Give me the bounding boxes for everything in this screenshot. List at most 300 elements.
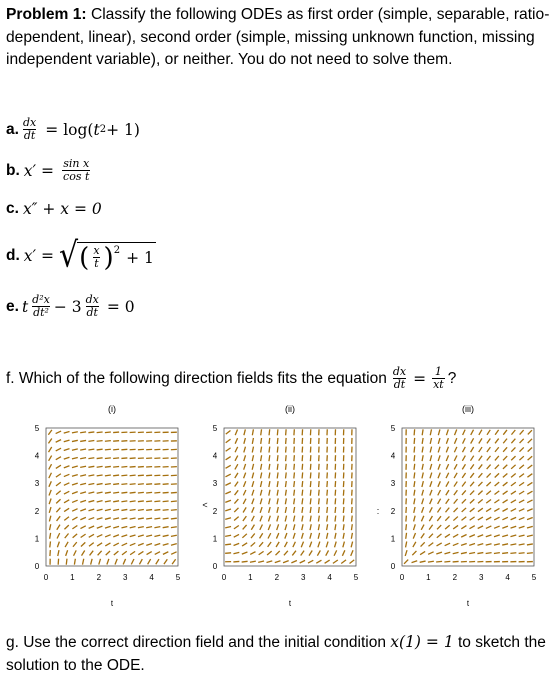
field-segment [146, 492, 152, 493]
field-segment [430, 499, 432, 504]
field-segment [73, 534, 78, 538]
field-segment [520, 430, 524, 434]
field-segment [318, 533, 319, 539]
field-segment [470, 491, 474, 495]
field-segment [414, 429, 415, 435]
field-segment [89, 534, 94, 537]
field-segment [121, 492, 127, 493]
field-segment [462, 499, 466, 503]
field-segment [226, 430, 231, 434]
field-segment [234, 525, 239, 528]
field-segment [470, 499, 474, 503]
field-segment [454, 508, 458, 512]
field-segment [138, 527, 144, 528]
field-segment [105, 509, 111, 510]
field-segment [527, 482, 532, 485]
field-segment [163, 518, 169, 519]
field-segment [285, 507, 286, 513]
field-segment [519, 500, 524, 503]
field-segment [430, 464, 432, 470]
field-segment [276, 533, 278, 539]
field-segment [269, 490, 270, 496]
field-segment [113, 466, 119, 467]
field-segment [106, 551, 110, 555]
field-segment [479, 438, 482, 443]
x-tick-label: 4 [327, 573, 332, 582]
field-segment [300, 560, 305, 563]
field-segment [351, 542, 352, 548]
field-segment [503, 456, 507, 460]
field-segment [414, 507, 415, 513]
field-segment [527, 553, 533, 554]
field-segment [138, 501, 144, 502]
field-segment [494, 508, 499, 511]
field-segment [519, 535, 525, 536]
field-segment [462, 456, 465, 461]
field-segment [252, 447, 253, 453]
field-segment [113, 543, 118, 546]
y-tick-label: 4 [212, 451, 218, 461]
field-segment [430, 473, 432, 479]
field-segment [277, 524, 279, 530]
field-segment [406, 533, 407, 539]
field-segment [461, 552, 467, 553]
field-segment [235, 447, 238, 452]
field-segment [259, 542, 263, 547]
field-segment [171, 544, 177, 546]
field-segment [413, 524, 415, 530]
item-b: b. x′ = $\frac{\text{sin x}}{\text{cos t}}$ [6, 157, 90, 183]
field-segment [138, 484, 144, 485]
field-segment [495, 465, 499, 469]
field-segment [519, 456, 523, 460]
field-segment [139, 559, 142, 564]
item-e: e. t $\frac{\text{d²x}}{\text{dt²}}$ − 3 $\frac{dx}{dt}$ = 0 [6, 293, 135, 319]
field-segment [56, 431, 61, 434]
field-segment [72, 492, 78, 494]
field-segment [487, 456, 491, 461]
item-a: a. $\frac{dx}{dt}$ = log( t 2 + 1) [6, 116, 140, 142]
field-segment [430, 438, 431, 444]
field-segment [277, 464, 278, 470]
field-segment [310, 533, 312, 539]
field-segment [88, 501, 94, 503]
field-segment [461, 517, 466, 521]
field-segment [310, 507, 311, 513]
field-segment [130, 484, 136, 485]
field-segment [405, 550, 407, 556]
field-segment [261, 429, 262, 435]
field-segment [528, 456, 533, 460]
field-segment [252, 455, 253, 461]
field-segment [285, 524, 287, 530]
field-segment [446, 429, 448, 435]
field-segment [243, 516, 246, 521]
y-tick-label: 5 [390, 424, 396, 433]
field-segment [113, 458, 119, 459]
field-segment [438, 438, 440, 444]
field-segment [80, 466, 86, 467]
field-segment [414, 447, 415, 453]
field-segment [72, 475, 78, 477]
field-segment [335, 490, 336, 496]
panel-label: (ii) [285, 404, 295, 414]
field-segment [414, 472, 415, 478]
field-segment [454, 447, 457, 452]
x-tick-label: 2 [96, 573, 102, 582]
field-segment [503, 430, 507, 435]
field-segment [428, 543, 433, 547]
field-segment [64, 525, 68, 529]
field-segment [155, 552, 160, 555]
field-segment [445, 534, 450, 537]
field-segment [302, 481, 303, 487]
field-segment [310, 542, 312, 548]
field-segment [56, 474, 61, 477]
field-segment [122, 551, 127, 555]
field-segment [82, 551, 85, 556]
field-segment [327, 490, 328, 496]
field-segment [105, 526, 111, 528]
field-segment [486, 553, 492, 554]
field-segment [146, 501, 152, 502]
field-segment [428, 552, 433, 554]
field-segment [470, 526, 475, 529]
field-segment [414, 481, 415, 487]
field-segment [113, 509, 119, 510]
field-segment [284, 551, 288, 556]
field-segment [74, 550, 77, 555]
x-tick-label: 4 [149, 573, 154, 582]
field-segment [414, 438, 415, 444]
field-segment [163, 544, 169, 546]
field-segment [318, 507, 319, 513]
field-segment [146, 535, 152, 536]
field-segment [486, 500, 491, 504]
field-segment [269, 507, 271, 513]
field-segment [301, 551, 304, 556]
field-segment [422, 481, 423, 487]
field-segment [225, 527, 231, 528]
field-segment [477, 544, 483, 546]
field-segment [430, 455, 432, 461]
field-segment [293, 533, 295, 539]
field-segment [292, 551, 296, 556]
field-segment [495, 473, 499, 477]
field-segment [502, 517, 507, 520]
field-segment [154, 535, 160, 536]
field-segment [266, 561, 272, 563]
field-segment [56, 491, 61, 495]
field-segment [105, 449, 111, 450]
field-segment [172, 559, 176, 564]
field-segment [413, 533, 415, 539]
field-segment [123, 559, 125, 564]
field-segment [261, 472, 262, 478]
field-segment [454, 456, 457, 461]
field-segment [49, 516, 50, 522]
field-segment [64, 483, 69, 485]
field-segment [57, 525, 60, 530]
field-segment [453, 525, 458, 529]
field-segment [64, 457, 70, 459]
field-segment [519, 517, 525, 519]
field-segment [341, 560, 346, 564]
field-segment [251, 533, 255, 538]
field-segment [527, 518, 533, 520]
field-segment [461, 534, 466, 537]
field-segment [294, 516, 295, 522]
field-segment [510, 544, 516, 545]
field-segment [268, 516, 270, 522]
field-segment [130, 518, 136, 519]
field-segment [105, 492, 111, 493]
field-segment [226, 465, 231, 468]
field-segment [294, 472, 295, 478]
field-segment [446, 464, 448, 469]
field-segment [342, 550, 344, 555]
x-tick-label: 1 [248, 573, 253, 582]
x-tick-label: 0 [43, 573, 49, 582]
field-segment [422, 455, 423, 461]
field-segment [479, 430, 482, 435]
field-segment [343, 542, 345, 548]
field-segment [113, 492, 119, 493]
field-segment [138, 510, 144, 511]
y-tick-label: 5 [212, 424, 218, 433]
field-segment [494, 535, 500, 537]
field-segment [115, 559, 117, 565]
field-segment [352, 507, 353, 513]
x-axis-label: t [288, 599, 292, 608]
field-segment [234, 534, 239, 537]
field-segment [302, 533, 304, 539]
field-segment [528, 465, 533, 469]
separator-mark: < [202, 500, 208, 510]
field-segment [478, 482, 482, 486]
field-segment [72, 466, 78, 468]
field-segment [243, 525, 247, 530]
direction-fields-figure [0, 394, 560, 624]
frac-sin-cos: $\frac{\text{sin x}}{\text{cos t}}$ [63, 157, 90, 183]
field-segment [487, 465, 491, 470]
field-segment [438, 464, 440, 470]
field-segment [413, 542, 416, 547]
field-segment [352, 516, 353, 522]
field-segment [519, 465, 524, 469]
field-segment [130, 467, 136, 468]
field-segment [250, 552, 255, 555]
field-segment [461, 543, 467, 545]
field-segment [72, 432, 78, 433]
field-segment [286, 447, 287, 453]
field-segment [269, 429, 270, 435]
field-segment [146, 527, 152, 528]
x-tick-label: 5 [175, 573, 181, 582]
field-segment [105, 458, 111, 459]
field-segment [225, 474, 230, 477]
field-segment [260, 498, 262, 504]
field-segment [242, 552, 248, 554]
field-segment [80, 526, 85, 529]
field-segment [462, 464, 465, 469]
field-segment [326, 533, 327, 539]
field-segment [89, 518, 95, 520]
y-tick-label: 1 [34, 534, 40, 544]
field-segment [294, 498, 295, 504]
field-segment [107, 559, 109, 565]
field-segment [486, 482, 490, 486]
field-segment [97, 466, 103, 467]
field-segment [511, 500, 516, 503]
field-segment [511, 509, 516, 512]
field-segment [478, 517, 483, 520]
field-segment [334, 550, 337, 555]
problem-text: Classify the following ODEs as first order (simple, separable, ratio-dependent, linear), second order (simple, missing unknown function, missing independent variable), or neither. You do not need to solve them. [6, 6, 550, 68]
field-segment [80, 432, 86, 433]
field-segment [335, 507, 336, 513]
field-segment [454, 438, 456, 444]
field-segment [105, 501, 111, 502]
field-segment [494, 553, 500, 554]
field-segment [454, 490, 458, 495]
field-segment [470, 464, 473, 469]
field-segment [316, 560, 321, 563]
field-segment [244, 438, 246, 444]
field-segment [421, 542, 425, 546]
field-segment [308, 560, 313, 563]
field-segment [98, 551, 102, 555]
field-segment [455, 430, 457, 436]
field-segment [294, 447, 295, 453]
field-segment [335, 524, 336, 530]
field-segment [131, 559, 134, 564]
field-segment [454, 464, 457, 469]
field-segment [310, 498, 311, 504]
field-segment [251, 525, 254, 530]
field-segment [437, 534, 442, 538]
field-segment [486, 517, 491, 520]
field-segment [121, 518, 127, 519]
field-segment [503, 482, 508, 486]
field-segment [99, 559, 101, 565]
field-segment [310, 524, 311, 530]
field-segment [430, 429, 431, 435]
field-segment [244, 455, 246, 461]
field-segment [49, 507, 51, 513]
field-segment [121, 475, 127, 476]
field-segment [453, 552, 459, 553]
field-segment [462, 490, 466, 495]
field-segment [105, 484, 111, 485]
field-segment [105, 475, 111, 476]
field-segment [130, 527, 136, 528]
y-tick-label: 0 [34, 562, 40, 571]
field-segment [89, 543, 94, 547]
field-segment [49, 473, 52, 478]
field-segment [138, 551, 143, 554]
field-segment [244, 473, 246, 479]
field-segment [351, 524, 352, 530]
field-segment [470, 517, 475, 520]
field-segment [319, 490, 320, 496]
y-tick-label: 0 [390, 562, 396, 571]
field-segment [478, 473, 482, 478]
field-segment [49, 456, 52, 461]
field-segment [97, 484, 103, 485]
field-segment [446, 490, 449, 495]
problem-statement [6, 4, 554, 72]
x-tick-label: 5 [531, 573, 537, 582]
field-segment [454, 482, 457, 487]
field-segment [235, 464, 238, 469]
field-segment [277, 507, 278, 513]
field-segment [121, 467, 127, 468]
field-segment [64, 449, 70, 451]
field-segment [422, 507, 424, 513]
field-segment [528, 430, 532, 434]
field-segment [527, 491, 532, 494]
field-segment [97, 518, 103, 520]
x-tick-label: 2 [452, 573, 458, 582]
field-segment [277, 490, 278, 496]
field-segment [66, 550, 68, 556]
field-segment [268, 533, 271, 538]
field-segment [259, 551, 264, 554]
field-segment [318, 516, 319, 522]
field-segment [436, 552, 442, 554]
field-segment [446, 455, 448, 461]
field-segment [252, 438, 253, 444]
field-segment [252, 507, 254, 513]
question-g: g. Use the correct direction field and the initial condition x(1) = 1 to sketch the solution to the ODE. [6, 633, 546, 674]
field-segment [74, 559, 75, 565]
field-segment [154, 501, 160, 502]
field-segment [446, 499, 449, 504]
field-segment [414, 455, 415, 461]
field-segment [436, 561, 442, 562]
field-segment [57, 542, 59, 548]
field-segment [495, 430, 498, 435]
field-segment [302, 507, 303, 513]
field-segment [268, 524, 270, 530]
field-segment [487, 473, 491, 477]
field-segment [242, 561, 248, 562]
field-segment [50, 533, 51, 539]
field-segment [235, 430, 237, 436]
field-segment [285, 533, 287, 539]
field-segment [235, 482, 238, 487]
field-segment [422, 464, 423, 470]
field-segment [97, 526, 103, 528]
field-segment [420, 561, 426, 562]
field-segment [154, 518, 160, 519]
field-segment [343, 533, 344, 539]
field-segment [72, 440, 78, 441]
field-segment [528, 448, 532, 452]
field-segment [277, 455, 278, 461]
field-segment [463, 430, 466, 435]
field-segment [503, 491, 508, 494]
field-segment [503, 465, 507, 469]
field-segment [56, 440, 61, 443]
field-segment [438, 499, 441, 504]
field-segment [511, 430, 515, 435]
field-segment [146, 543, 152, 545]
field-segment [243, 499, 246, 504]
field-segment [421, 533, 424, 538]
field-segment [422, 429, 423, 435]
